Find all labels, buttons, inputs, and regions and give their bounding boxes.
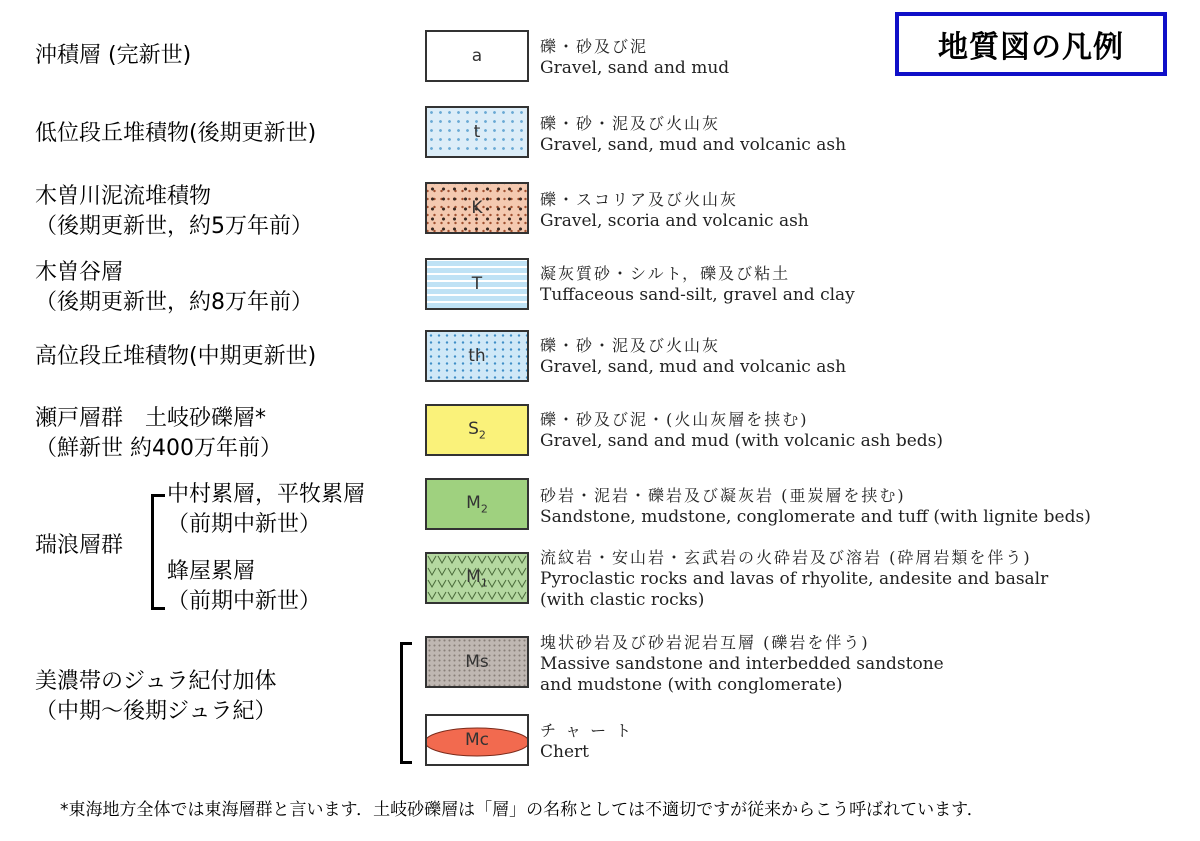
desc-k-en: Gravel, scoria and volcanic ash (540, 211, 809, 231)
swatch-m2 (425, 478, 529, 530)
unit-name-kiso-mudflow: 木曽川泥流堆積物 (35, 184, 212, 209)
unit-name-alluvium: 沖積層 (完新世) (35, 43, 192, 68)
unit-age-kiso-mudflow: （後期更新世，約5万年前） (35, 214, 313, 239)
swatch-k-symbol: K (471, 198, 483, 218)
desc-s2 (540, 409, 1190, 452)
swatch-m1-symbol: $M_1$ (466, 566, 488, 590)
unit-name-lower-terrace: 低位段丘堆積物(後期更新世) (35, 121, 317, 146)
desc-a-en: Gravel, sand and mud (540, 58, 730, 78)
desc-T-jp: 凝灰質砂・シルト，礫及び粘土 (540, 264, 791, 283)
swatch-m1 (425, 552, 529, 604)
desc-ms-en: Massive sandstone and interbedded sandstone and mudstone (with conglomerate) (540, 654, 944, 695)
desc-T (540, 263, 1190, 306)
desc-th-jp: 礫・砂・泥及び火山灰 (540, 336, 721, 355)
swatch-th (425, 330, 529, 382)
desc-s2-en: Gravel, sand and mud (with volcanic ash beds) (540, 431, 944, 451)
desc-m1-en: Pyroclastic rocks and lavas of rhyolite, andesite and basalr (with clastic rocks) (540, 569, 1049, 610)
desc-k (540, 189, 1190, 232)
unit-name-nakamura: 中村累層，平牧累層 (167, 482, 366, 507)
desc-mc (540, 720, 1190, 763)
desc-m2-jp: 砂岩・泥岩・礫岩及び凝灰岩 (亜炭層を挟む) (540, 486, 906, 505)
footnote: *東海地方全体では東海層群と言います．土岐砂礫層は「層」の名称としては不適切ですが従来からこう呼ばれています． (60, 800, 984, 820)
group-name-mino-line1: 美濃帯のジュラ紀付加体 (35, 669, 277, 694)
group-name-mizunami: 瑞浪層群 (35, 533, 124, 558)
desc-m2-en: Sandstone, mudstone, conglomerate and tuff (with lignite beds) (540, 507, 1091, 527)
swatch-s2 (425, 404, 529, 456)
desc-m1 (540, 547, 1190, 611)
desc-m1-jp: 流紋岩・安山岩・玄武岩の火砕岩及び溶岩 (砕屑岩類を伴う) (540, 548, 1032, 567)
legend-title: 地質図の凡例 (895, 12, 1167, 76)
swatch-t-symbol: t (473, 122, 481, 142)
swatch-k (425, 182, 529, 234)
swatch-t (425, 106, 529, 158)
desc-T-en: Tuffaceous sand-silt, gravel and clay (540, 285, 855, 305)
desc-ms-jp: 塊状砂岩及び砂岩泥岩互層 (礫岩を伴う) (540, 633, 870, 652)
desc-mc-jp: チ ャ ー ト (540, 721, 634, 740)
swatch-a-symbol: a (471, 46, 483, 66)
desc-t-en: Gravel, sand, mud and volcanic ash (540, 135, 847, 155)
swatch-s2-symbol: $S_2$ (468, 418, 486, 442)
unit-age-hachiya: （前期中新世） (167, 589, 322, 614)
desc-ms (540, 632, 1190, 696)
desc-t-jp: 礫・砂・泥及び火山灰 (540, 114, 721, 133)
swatch-m2-symbol: $M_2$ (466, 492, 488, 516)
desc-th (540, 335, 1190, 378)
desc-mc-en: Chert (540, 742, 589, 762)
desc-t (540, 113, 1190, 156)
desc-a-jp: 礫・砂及び泥 (540, 37, 649, 56)
unit-age-toki-gravel: （鮮新世 約400万年前） (35, 436, 282, 461)
unit-name-hachiya: 蜂屋累層 (167, 559, 256, 584)
unit-name-higher-terrace: 高位段丘堆積物(中期更新世) (35, 344, 317, 369)
swatch-mc-symbol: Mc (464, 730, 489, 750)
desc-th-en: Gravel, sand, mud and volcanic ash (540, 357, 847, 377)
swatch-th-symbol: th (468, 346, 486, 366)
desc-a (540, 36, 1190, 79)
unit-name-kisodani: 木曽谷層 (35, 260, 124, 285)
mizunami-bracket (151, 494, 165, 610)
unit-age-kisodani: （後期更新世，約8万年前） (35, 290, 313, 315)
swatch-ms (425, 636, 529, 688)
swatch-T-symbol: T (471, 274, 483, 294)
group-name-mino-line2: （中期～後期ジュラ紀） (35, 699, 277, 724)
unit-name-toki-gravel: 瀬戸層群 土岐砂礫層* (35, 406, 267, 431)
desc-s2-jp: 礫・砂及び泥・(火山灰層を挟む) (540, 410, 809, 429)
desc-m2 (540, 485, 1190, 528)
swatch-ms-symbol: Ms (465, 652, 489, 672)
swatch-a (425, 30, 529, 82)
swatch-T (425, 258, 529, 310)
desc-k-jp: 礫・スコリア及び火山灰 (540, 190, 739, 209)
unit-age-nakamura: （前期中新世） (167, 512, 322, 537)
mino-bracket (400, 642, 412, 764)
swatch-mc (425, 714, 529, 766)
